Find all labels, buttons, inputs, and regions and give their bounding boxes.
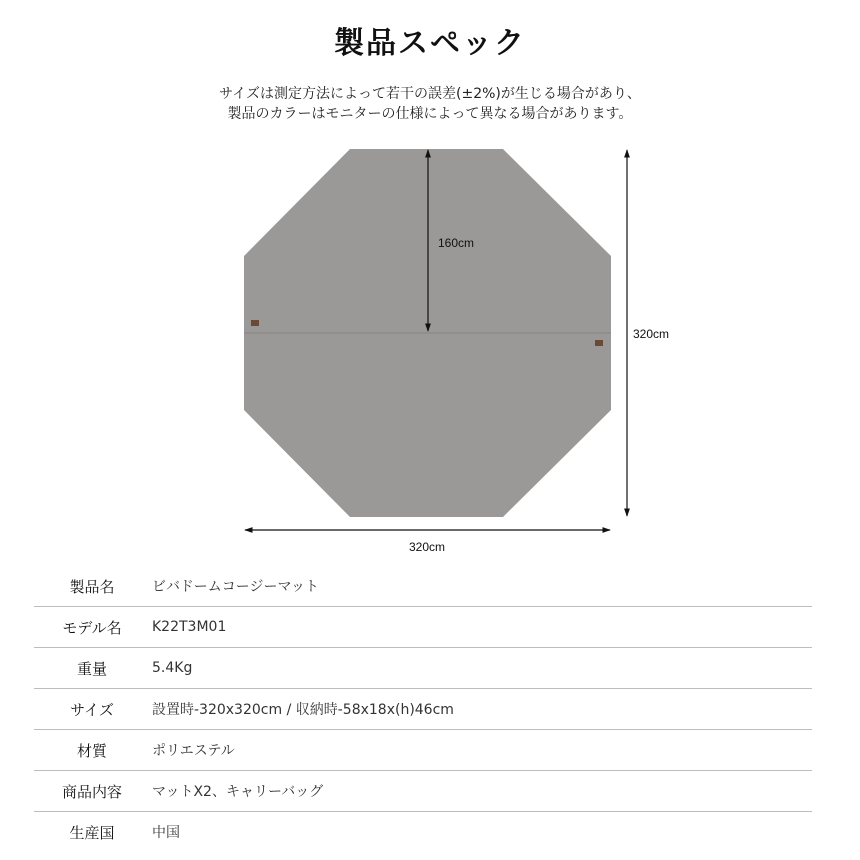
table-row (34, 730, 812, 771)
left-tab-icon (251, 320, 259, 326)
page-title: 製品スペック (334, 26, 526, 61)
table-row (34, 648, 812, 689)
table-row (34, 566, 812, 607)
table-row (34, 812, 812, 853)
spec-label: 重量 (34, 648, 150, 689)
spec-value: 5.4Kg (150, 648, 812, 689)
spec-label: 商品内容 (34, 771, 150, 812)
table-row (34, 689, 812, 730)
spec-value: 設置時-320x320cm / 収納時-58x18x(h)46cm (150, 689, 812, 730)
spec-label: 材質 (34, 730, 150, 771)
half-height-label: 160cm (438, 236, 475, 250)
table-row (34, 771, 812, 812)
spec-value: ポリエステル (150, 730, 812, 771)
note-line-2: 製品のカラーはモニターの仕様によって異なる場合があります。 (227, 106, 633, 122)
spec-label: 製品名 (34, 566, 150, 607)
spec-value: マットX2、キャリーバッグ (150, 771, 812, 812)
spec-label: 生産国 (69, 823, 115, 842)
spec-label: サイズ (34, 689, 150, 730)
spec-value: ビバドームコージーマット (150, 566, 812, 607)
right-tab-icon (595, 340, 603, 346)
table-row (34, 607, 812, 648)
width-label: 320cm (408, 540, 446, 554)
spec-value: K22T3M01 (150, 607, 812, 648)
note-line-1: サイズは測定方法によって若干の誤差(±2%)が生じる場合があり、 (219, 86, 641, 102)
height-label: 320cm (633, 327, 670, 341)
spec-label: モデル名 (34, 607, 150, 648)
spec-value: 中国 (152, 825, 180, 841)
spec-table (34, 566, 812, 852)
